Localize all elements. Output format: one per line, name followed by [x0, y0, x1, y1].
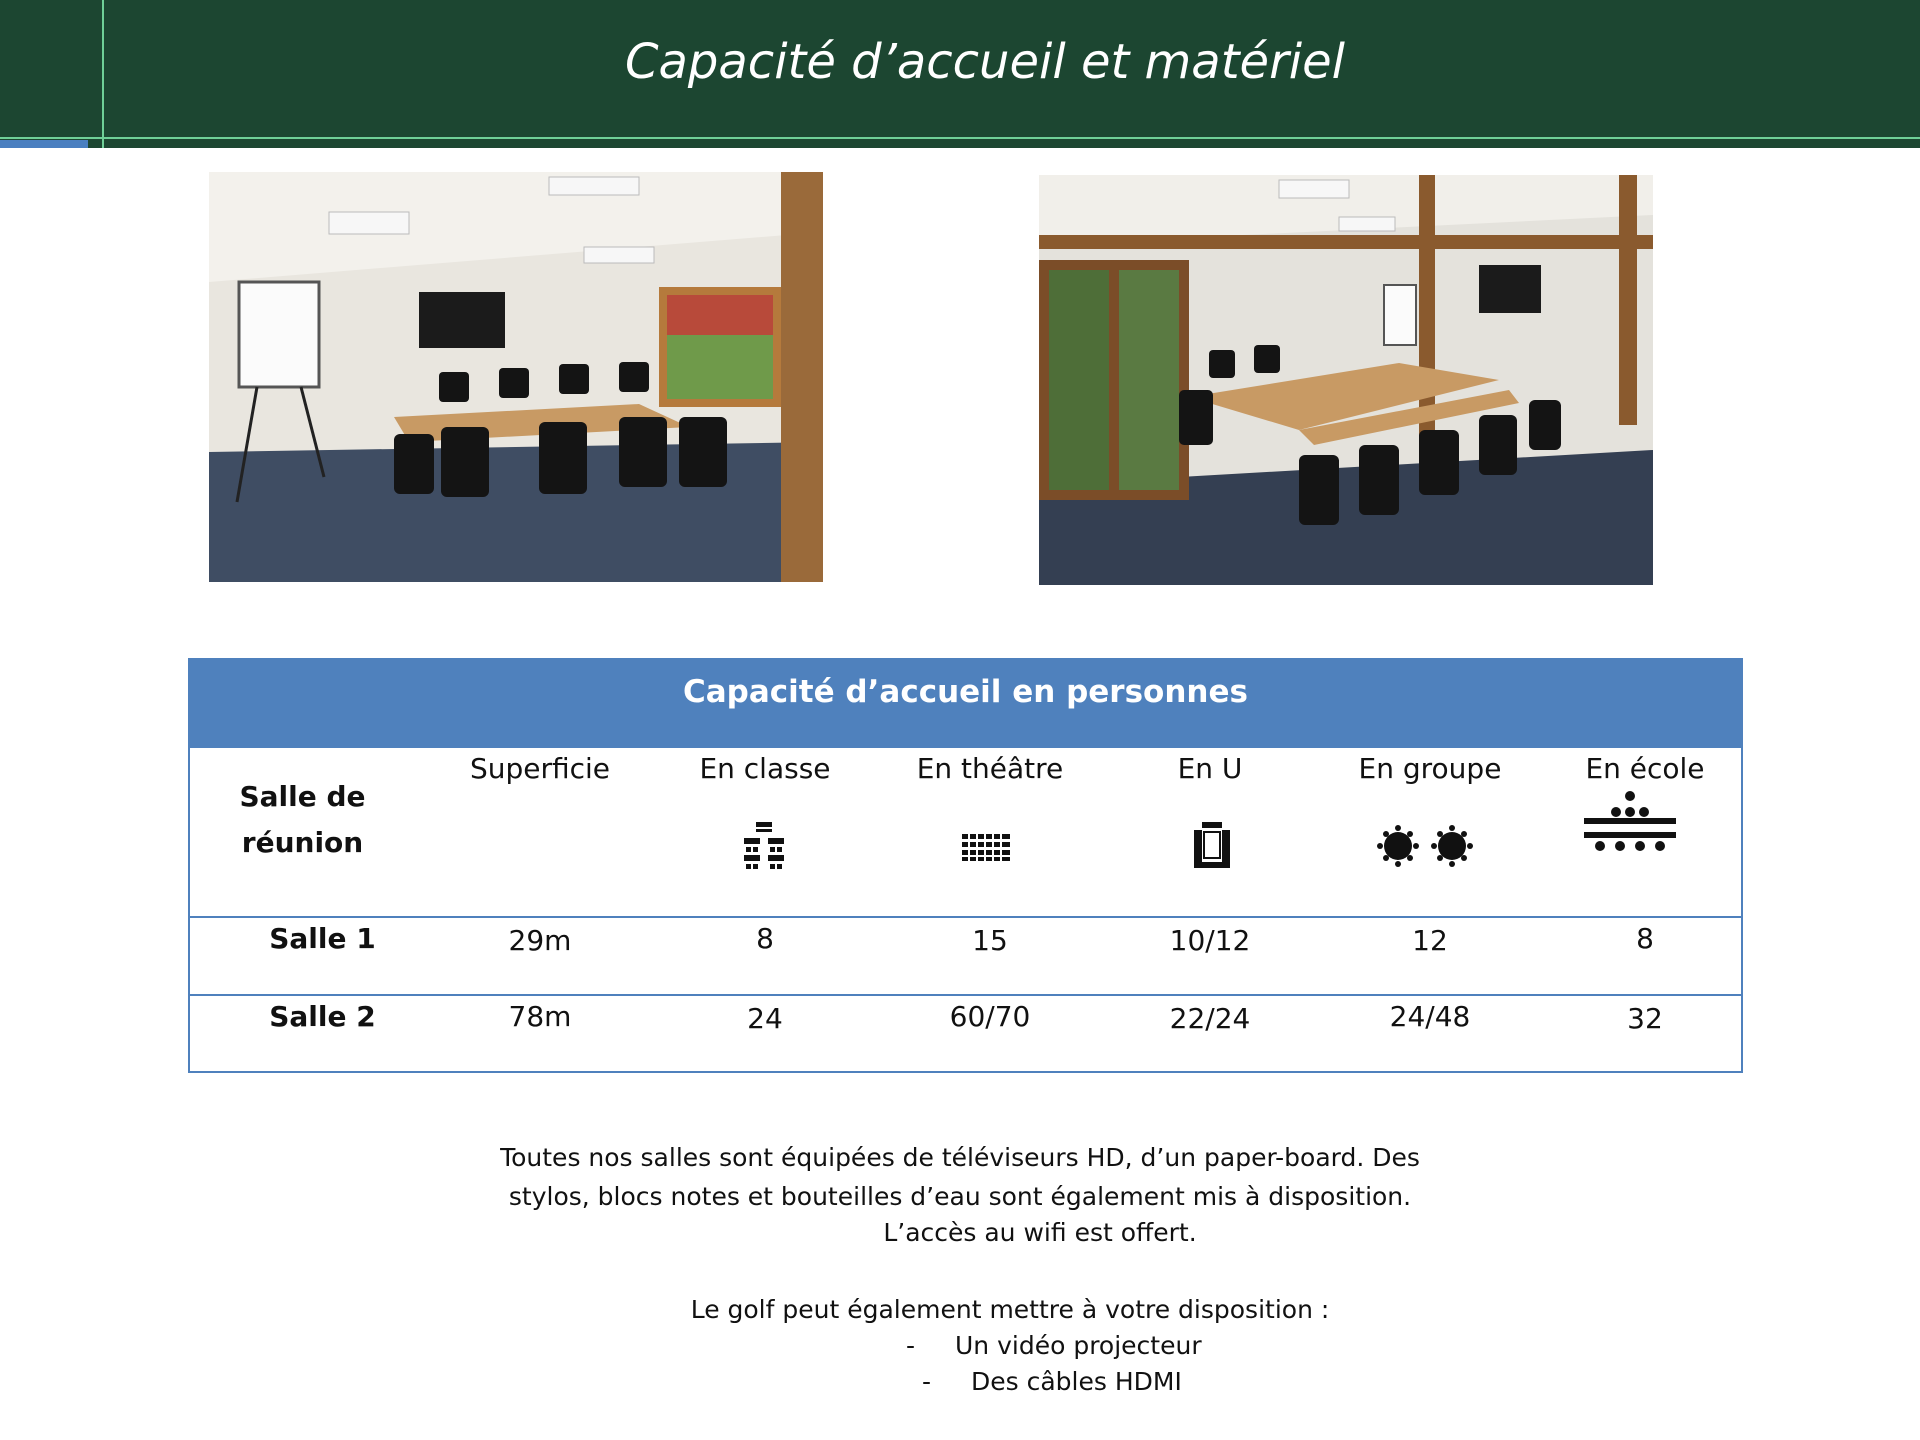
photo-salle-2: [1039, 175, 1653, 585]
table-cell-superficie: 29m: [508, 924, 572, 957]
header-divider-horizontal: [0, 137, 1920, 139]
table-cell-groupe: 24/48: [1389, 1000, 1471, 1033]
list-bullet: -: [906, 1331, 916, 1360]
room-header-line2: réunion: [241, 826, 364, 859]
table-cell-classe: 8: [756, 922, 774, 955]
row-divider: [190, 916, 1741, 918]
page-title: Capacité d’accueil et matériel: [624, 34, 1346, 90]
table-cell-u: 22/24: [1169, 1002, 1251, 1035]
col-header-theatre: En théâtre: [916, 752, 1064, 785]
table-cell-ecole: 32: [1627, 1002, 1663, 1035]
u-shape-layout-icon: [1190, 820, 1234, 872]
room-column-header: [190, 774, 415, 866]
extra-equipment-intro: Le golf peut également mettre à votre disposition :: [690, 1295, 1330, 1324]
theatre-layout-icon: [960, 832, 1012, 862]
col-header-superficie: Superficie: [469, 752, 611, 785]
col-header-groupe: En groupe: [1358, 752, 1502, 785]
room-header-line1: Salle de: [239, 780, 366, 813]
table-cell-room: Salle 1: [269, 922, 376, 955]
table-cell-groupe: 12: [1412, 924, 1448, 957]
photo-salle-1: [209, 172, 823, 582]
page-header: [0, 0, 1920, 148]
equipment-item-hdmi: Des câbles HDMI: [971, 1367, 1182, 1396]
table-cell-theatre: 15: [972, 924, 1008, 957]
classroom-layout-icon: [740, 820, 790, 872]
table-cell-room: Salle 2: [269, 1000, 376, 1033]
table-cell-u: 10/12: [1169, 924, 1251, 957]
list-bullet: -: [922, 1367, 932, 1396]
school-layout-icon: [1582, 790, 1678, 854]
table-title: Capacité d’accueil en personnes: [683, 674, 1248, 710]
equipment-note-line1: Toutes nos salles sont équipées de téléviseurs HD, d’un paper-board. Des: [500, 1143, 1420, 1172]
capacity-table: [188, 658, 1743, 1073]
equipment-note-line2: stylos, blocs notes et bouteilles d’eau sont également mis à disposition.: [508, 1182, 1412, 1211]
col-header-ecole: En école: [1585, 752, 1705, 785]
table-cell-superficie: 78m: [508, 1000, 572, 1033]
col-header-u: En U: [1177, 752, 1243, 785]
table-cell-classe: 24: [747, 1002, 783, 1035]
wifi-note: L’accès au wifi est offert.: [883, 1218, 1197, 1247]
group-layout-icon: [1370, 822, 1480, 872]
equipment-item-projector: Un vidéo projecteur: [955, 1331, 1202, 1360]
header-accent-bar: [0, 140, 88, 148]
table-cell-theatre: 60/70: [949, 1000, 1031, 1033]
col-header-classe: En classe: [699, 752, 831, 785]
table-title-bar: [190, 660, 1741, 748]
table-cell-ecole: 8: [1636, 922, 1654, 955]
row-divider: [190, 994, 1741, 996]
